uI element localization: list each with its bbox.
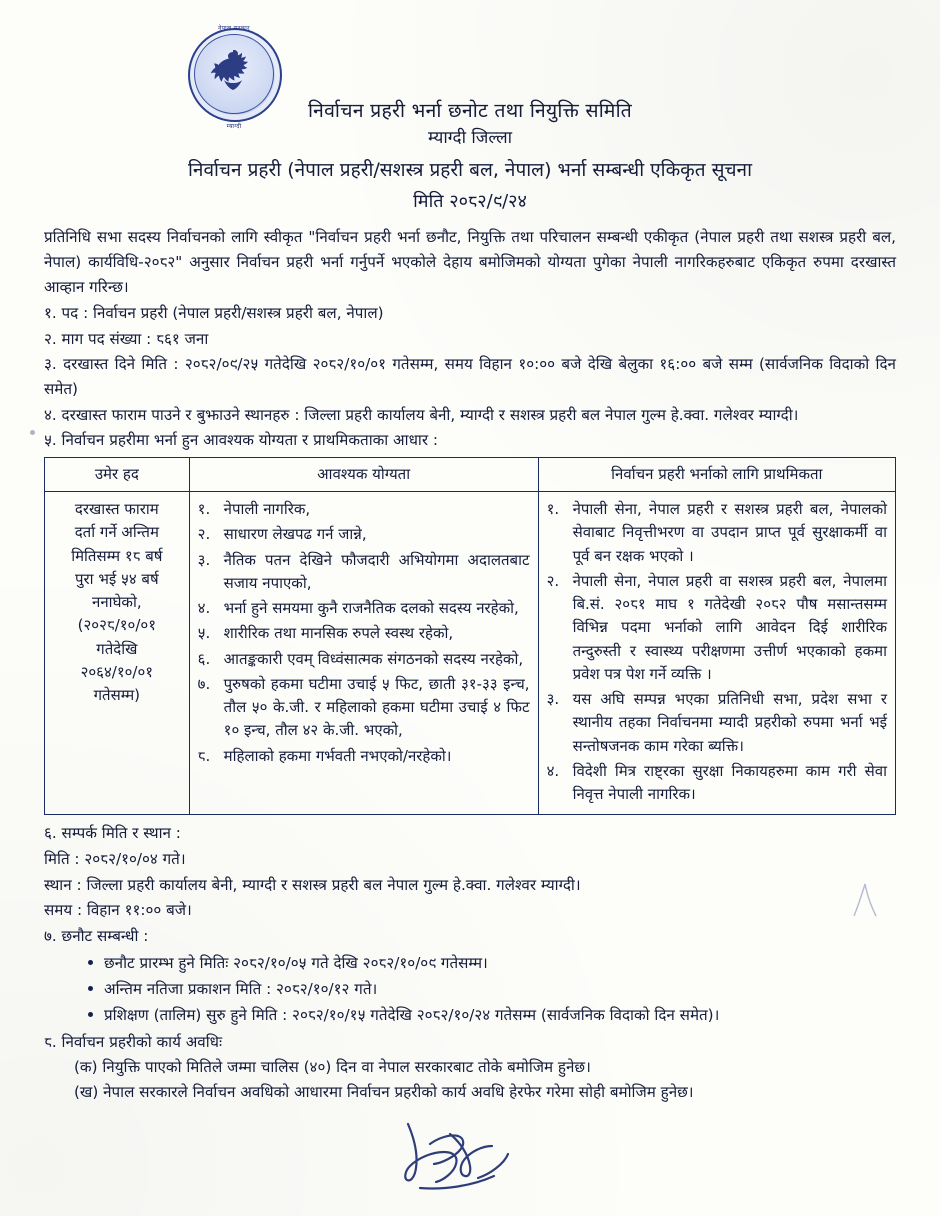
- age-line: गतेसम्म): [93, 686, 141, 705]
- document-body: [44, 225, 896, 1104]
- paper-mark-icon: [848, 880, 882, 920]
- paper-speck: [30, 430, 35, 435]
- list-number: २.: [546, 571, 560, 590]
- list-text: नैतिक पतन देखिने फौजदारी अभियोगमा अदालतबाट सजाय नपाएको,: [223, 550, 530, 592]
- item-application-dates: ३. दरखास्त दिने मिति : २०८२/०९/२५ गतेदेखि २०८२/१०/०१ गतेसम्म, समय विहान १०:०० बजे देखि बेलुका १६:०० बजे सम्म (सार्वजनिक विदाको दिन समेत): [44, 355, 896, 399]
- duration-heading: ८. निर्वाचन प्रहरीको कार्य अवधिः: [44, 1032, 223, 1051]
- district-name: म्याग्दी जिल्ला: [427, 128, 512, 149]
- government-emblem: [180, 24, 288, 136]
- contact-date: मिति : २०८२/१०/०४ गते।: [44, 850, 186, 869]
- list-number: ६.: [197, 649, 211, 668]
- age-line: पुरा भई ५४ बर्ष: [75, 569, 159, 588]
- item-eligibility-heading: ५. निर्वाचन प्रहरीमा भर्ना हुन आवश्यक योग्यता र प्राथमिकताका आधार :: [44, 431, 439, 450]
- list-text: शारीरिक तथा मानसिक रुपले स्वस्थ रहेको,: [223, 624, 454, 643]
- list-number: ३.: [546, 690, 560, 709]
- list-item: प्रशिक्षण (तालिम) सुरु हुने मिति : २०८२/१०/१५ गतेदेखि २०८२/१०/२४ गतेसम्म (सार्वजनिक विदाको दिन समेत)।: [104, 1003, 896, 1027]
- list-text: आतङ्ककारी एवम् विध्वंसात्मक संगठनको सदस्य नरहेको,: [223, 649, 524, 668]
- contact-heading: ६. सम्पर्क मिति र स्थान :: [44, 824, 181, 843]
- list-text: विदेशी मित्र राष्ट्रका सुरक्षा निकायहरुमा काम गरी सेवा निवृत्त नेपाली नागरिक।: [572, 761, 887, 804]
- list-item: [547, 760, 887, 807]
- priority-cell: [538, 492, 895, 815]
- eligibility-table: [44, 457, 896, 816]
- item-form-locations: ४. दरखास्त फाराम पाउने र बुझाउने स्थानहरु : जिल्ला प्रहरी कार्यालय बेनी, म्याग्दी र सशस्त्र प्रहरी बल नेपाल गुल्म हे.क्वा. गलेश्वर म्याग्दी।: [44, 405, 799, 424]
- duration-clause-b: (ख) नेपाल सरकारले निर्वाचन अवधिको आधारमा निर्वाचन प्रहरीको कार्य अवधि हेरफेर गरेमा सोही बमोजिम हुनेछ।: [74, 1082, 694, 1101]
- age-limit-cell: [45, 492, 190, 815]
- list-item: छनौट प्रारम्भ हुने मितिः २०८२/१०/०५ गते देखि २०८२/१०/०९ गतेसम्म।: [104, 951, 896, 975]
- list-text: नेपाली सेना, नेपाल प्रहरी वा सशस्त्र प्रहरी बल, नेपालमा बि.सं. २०८१ माघ १ गतेदेखी २०८२ पौष मसान्तसम्म विभिन्न पदमा भर्नाको लागि आवेदन दिई शारीरिक तन्दुरुस्ती र स्वास्थ्य परीक्षणमा उत्तीर्ण भएकाको हकमा प्रवेश पत्र पेश गर्ने व्यक्ति ।: [572, 571, 887, 683]
- list-number: ८.: [197, 746, 211, 765]
- selection-bullets: [44, 951, 896, 1028]
- list-number: ४.: [546, 761, 560, 780]
- item-vacancy-count: २. माग पद संख्या : ८६१ जना: [44, 329, 209, 348]
- duration-clause-a: (क) नियुक्ति पाएको मितिले जम्मा चालिस (४०) दिन वा नेपाल सरकारबाट तोके बमोजिम हुनेछ।: [74, 1058, 591, 1077]
- emblem-top-text: नेपाल सरकार: [218, 25, 250, 32]
- list-text: पुरुषको हकमा घटीमा उचाई ५ फिट, छाती ३१-३३ इन्च, तौल ५० के.जी. र महिलाको हकमा घटीमा उचाई ४ फिट १० इन्च, तौल ४२ के.जी. भएको,: [223, 674, 530, 740]
- list-item: [198, 648, 530, 671]
- list-item: [198, 745, 530, 768]
- list-item: [547, 570, 887, 686]
- item-post: १. पद : निर्वाचन प्रहरी (नेपाल प्रहरी/सशस्त्र प्रहरी बल, नेपाल): [44, 304, 384, 323]
- age-line: दर्ता गर्ने अन्तिम: [74, 523, 159, 542]
- list-number: १.: [197, 500, 211, 519]
- list-number: ५.: [197, 624, 211, 643]
- age-line: (२०२८/१०/०१: [77, 616, 157, 635]
- qualification-cell: [189, 492, 538, 815]
- list-item: [198, 549, 530, 596]
- list-number: १.: [546, 500, 560, 519]
- table-header-row: [45, 457, 896, 491]
- age-line: दरखास्त फाराम: [74, 500, 159, 519]
- column-header-priority: निर्वाचन प्रहरी भर्नाको लागि प्राथमिकता: [538, 457, 895, 491]
- list-item: [198, 597, 530, 620]
- notice-date: मिति २०८२/९/२४: [413, 190, 527, 212]
- list-text: नेपाली नागरिक,: [223, 500, 311, 519]
- age-line: २०६४/१०/०१: [80, 662, 154, 681]
- list-item: [198, 622, 530, 645]
- signature: [390, 1118, 550, 1204]
- emblem-bottom-text: म्याग्दी: [226, 123, 242, 130]
- document-header: [44, 18, 896, 217]
- list-number: ४.: [197, 599, 211, 618]
- list-item: [547, 688, 887, 758]
- list-number: ३.: [197, 550, 211, 569]
- list-text: यस अघि सम्पन्न भएका प्रतिनिधी सभा, प्रदेश सभा र स्थानीय तहका निर्वाचनमा म्यादी प्रहरीको रुपमा भर्ना भई सन्तोषजनक काम गरेका ब्यक्ति।: [572, 690, 887, 755]
- list-number: २.: [197, 525, 211, 544]
- list-item: [198, 523, 530, 546]
- column-header-age: उमेर हद: [45, 457, 190, 491]
- table-row: [45, 492, 896, 815]
- contact-time: समय : विहान ११:०० बजे।: [44, 901, 192, 920]
- list-item: [198, 498, 530, 521]
- list-item: अन्तिम नतिजा प्रकाशन मिति : २०८२/१०/१२ गते।: [104, 977, 896, 1001]
- list-text: नेपाली सेना, नेपाल प्रहरी र सशस्त्र प्रहरी बल, नेपालको सेवाबाट निवृत्तीभरण वा उपदान प्राप्त पूर्व सुरक्षाकर्मी वा पूर्व बन रक्षक भएको ।: [572, 500, 887, 565]
- age-line: गतेदेखि: [96, 639, 138, 658]
- list-item: [198, 673, 530, 743]
- selection-heading: ७. छनौट सम्बन्धी :: [44, 926, 149, 945]
- list-number: ७.: [197, 674, 211, 693]
- age-line: मितिसम्म १८ बर्ष: [71, 546, 163, 565]
- contact-place: स्थान : जिल्ला प्रहरी कार्यालय बेनी, म्याग्दी र सशस्त्र प्रहरी बल नेपाल गुल्म हे.क्वा. गलेश्वर म्याग्दी।: [44, 875, 581, 894]
- intro-paragraph: प्रतिनिधि सभा सदस्य निर्वाचनको लागि स्वीकृत "निर्वाचन प्रहरी भर्ना छनौट, नियुक्ति तथा परिचालन सम्बन्धी एकीकृत (नेपाल प्रहरी तथा सशस्त्र प्रहरी बल, नेपाल) कार्यविधि-२०८२" अनुसार निर्वाचन प्रहरी भर्ना गर्नुपर्ने भएकोले देहाय बमोजिमको योग्यता पुगेका नेपाली नागरिकहरुबाट एकिकृत रुपमा दरखास्त आव्हान गरिन्छ।: [44, 228, 896, 296]
- list-text: भर्ना हुने समयमा कुनै राजनैतिक दलको सदस्य नरहेको,: [223, 599, 519, 618]
- list-item: [547, 498, 887, 568]
- age-line: ननाघेको,: [92, 593, 142, 612]
- column-header-qualification: आवश्यक योग्यता: [189, 457, 538, 491]
- notice-title: निर्वाचन प्रहरी (नेपाल प्रहरी/सशस्त्र प्रहरी बल, नेपाल) भर्ना सम्बन्धी एकिकृत सूचना: [187, 159, 753, 182]
- list-text: महिलाको हकमा गर्भवती नभएको/नरहेको।: [223, 746, 452, 765]
- committee-title: निर्वाचन प्रहरी भर्ना छनोट तथा नियुक्ति समिति: [308, 99, 632, 122]
- list-text: साधारण लेखपढ गर्न जान्ने,: [223, 525, 367, 544]
- emblem-bird-icon: [208, 50, 258, 92]
